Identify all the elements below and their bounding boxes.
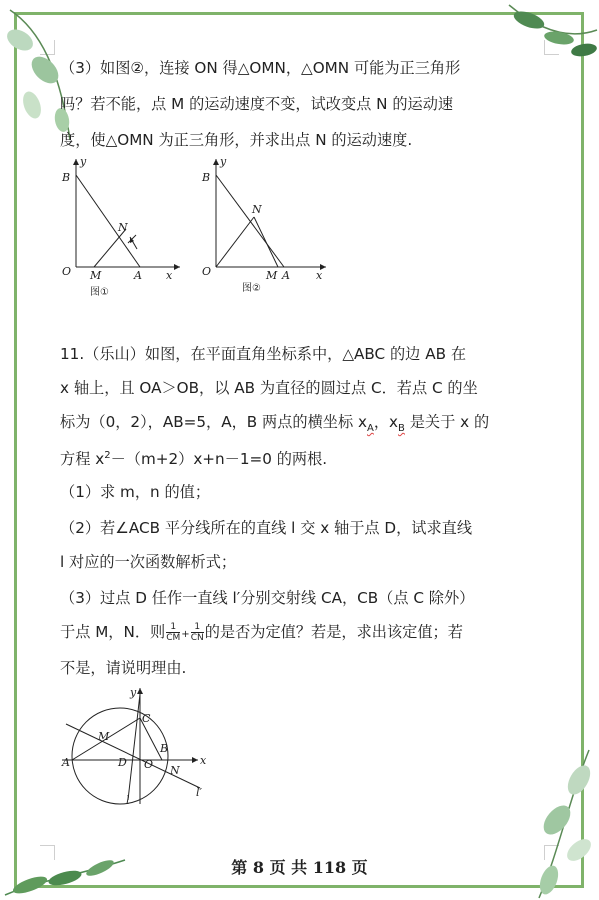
- fig2-caption: 图②: [242, 283, 261, 294]
- q11-part1: （1）求 m，n 的值；: [60, 483, 211, 501]
- fig3-label-a: A: [62, 756, 70, 769]
- q11-part2b: l 对应的一次函数解析式；: [60, 553, 237, 571]
- q10-part3-line2: 吗？若不能，点 M 的运动速度不变，试改变点 N 的运动速: [60, 95, 454, 113]
- q11-line1: 11.（乐山）如图，在平面直角坐标系中，△ABC 的边 AB 在: [60, 345, 467, 363]
- fig3-label-l: l: [126, 794, 130, 806]
- fig2-label-b: B: [202, 171, 211, 184]
- q11-part3a: （3）过点 D 任作一直线 l′分别交射线 CA，CB（点 C 除外）: [60, 589, 475, 607]
- q10-part3-line1: （3）如图②，连接 ON 得△OMN，△OMN 可能为正三角形: [60, 59, 461, 77]
- q11-sub-a: A: [367, 423, 374, 435]
- q11-part3b-post: 的是否为定值？若是，求出该定值；若: [204, 623, 463, 641]
- fig2-label-a: A: [282, 269, 290, 282]
- fig3-label-c: C: [142, 712, 151, 725]
- frac2-num: 1: [191, 622, 204, 633]
- fig2-label-x: x: [316, 269, 323, 282]
- fig1-caption: 图①: [90, 287, 109, 298]
- q11-line3-text: 标为（0，2），AB=5，A，B 两点的横坐标 x: [60, 413, 367, 431]
- fig3-label-o: O: [144, 758, 154, 771]
- q11-line4: [60, 446, 540, 469]
- q11-line4-end: －（m+2）x+n－1=0 的两根.: [110, 450, 328, 469]
- figure-3: [58, 684, 218, 806]
- frac-plus: +: [181, 629, 190, 640]
- fig1-label-y: y: [80, 155, 87, 168]
- fraction-1-over-cm: [166, 622, 180, 643]
- q11-part2a: （2）若∠ACB 平分线所在的直线 l 交 x 轴于点 D，试求直线: [60, 519, 473, 537]
- fig3-label-d: D: [118, 756, 127, 769]
- q11-line2: x 轴上，且 OA＞OB，以 AB 为直径的圆过点 C．若点 C 的坐: [60, 379, 478, 397]
- fig2-label-o: O: [202, 265, 212, 278]
- fig2-label-m: M: [266, 269, 278, 282]
- fig2-label-n: N: [252, 203, 262, 216]
- fig3-label-n: N: [170, 764, 180, 777]
- fig1-label-m: M: [90, 269, 102, 282]
- figure-2: [198, 155, 333, 300]
- q11-sup-2: 2: [104, 450, 111, 461]
- frac1-den: CM: [166, 633, 181, 643]
- page-number-footer: 第 8 页 共 118 页: [231, 858, 368, 877]
- fig1-label-a: A: [134, 269, 142, 282]
- q11-part3c: 不是，请说明理由.: [60, 659, 187, 677]
- q11-line3: [60, 412, 540, 439]
- fig1-label-o: O: [62, 265, 72, 278]
- fig3-label-l-prime: l′: [196, 786, 203, 799]
- q11-part3b-pre: 于点 M，N．则: [60, 623, 166, 641]
- q11-line4-text: 方程 x: [60, 450, 105, 469]
- q11-sub-b: B: [398, 423, 405, 435]
- q11-line3-end: 是关于 x 的: [404, 413, 490, 431]
- q11-part3b: [60, 622, 540, 645]
- frac2-den: CN: [190, 633, 204, 643]
- fig1-label-n: N: [118, 221, 128, 234]
- fig3-label-y: y: [130, 686, 137, 699]
- q11-line3-mid: ，x: [373, 413, 399, 431]
- figure-1: [58, 155, 188, 300]
- fig2-label-y: y: [220, 155, 227, 168]
- fig3-label-b: B: [160, 742, 169, 755]
- fig1-label-x: x: [166, 269, 173, 282]
- fig3-label-m: M: [98, 730, 110, 743]
- q10-part3-line3: 度，使△OMN 为正三角形，并求出点 N 的运动速度.: [60, 131, 413, 149]
- fraction-1-over-cn: [191, 622, 204, 643]
- frac1-num: 1: [166, 622, 180, 633]
- fig1-label-b: B: [62, 171, 71, 184]
- fig3-label-x: x: [200, 754, 207, 767]
